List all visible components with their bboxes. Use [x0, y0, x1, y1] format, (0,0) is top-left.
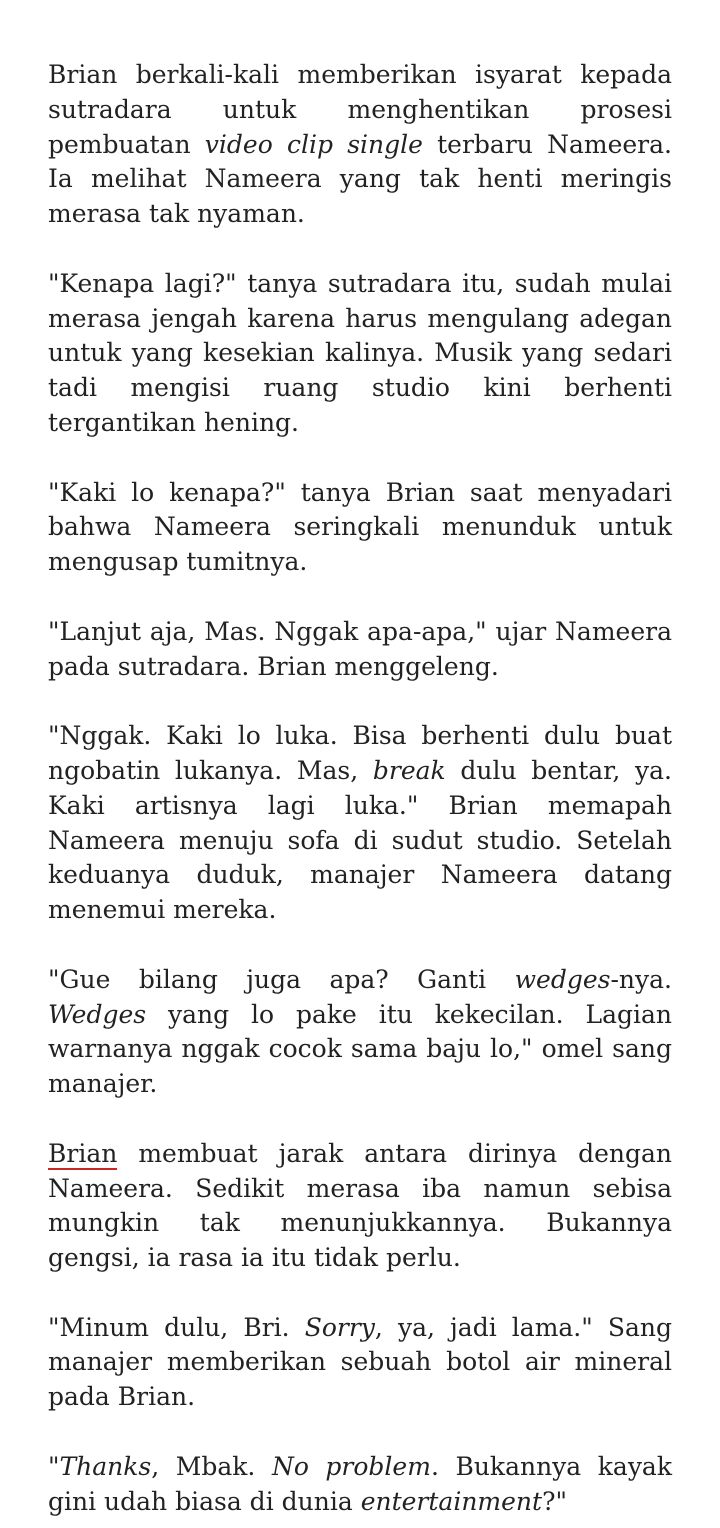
italic-phrase: break [372, 755, 446, 785]
story-text [48, 58, 672, 1519]
italic-phrase: No problem [271, 1451, 431, 1481]
text-run: "Gue bilang juga apa? Ganti [48, 964, 515, 994]
italic-phrase: Wedges [48, 999, 147, 1029]
text-run: . Bukannya kayak gini udah biasa di dunia [48, 1451, 672, 1516]
story-paragraph [48, 1137, 672, 1276]
story-paragraph [48, 963, 672, 1102]
story-paragraph [48, 476, 672, 580]
text-run: -nya. [610, 964, 672, 994]
story-paragraph [48, 615, 672, 685]
story-paragraph [48, 58, 672, 232]
text-run: "Minum dulu, Bri. [48, 1312, 305, 1342]
text-run: "Kenapa lagi?" tanya sutradara itu, sudah mulai merasa jengah karena harus mengulang adegan untuk yang kesekian kalinya. Musik yang sedari tadi mengisi ruang studio kini berhenti tergantikan hening. [48, 268, 672, 437]
text-run: ?" [542, 1486, 567, 1516]
text-run: , Mbak. [151, 1451, 272, 1481]
character-link[interactable]: Brian [48, 1138, 118, 1168]
text-run: terbaru Nameera. Ia melihat Nameera yang tak henti meringis merasa tak nyaman. [48, 129, 672, 229]
italic-phrase: Thanks [59, 1451, 152, 1481]
italic-phrase: wedges [514, 964, 611, 994]
text-run: Brian berkali-kali memberikan isyarat kepada sutradara untuk menghentikan prosesi pembuatan [48, 60, 672, 159]
text-run: dulu bentar, ya. Kaki artisnya lagi luka." Brian memapah Nameera menuju sofa di sudut studio. Setelah keduanya duduk, manajer Nameera datang menemui mereka. [48, 755, 672, 925]
story-paragraph [48, 1311, 672, 1415]
italic-phrase: entertainment [360, 1486, 543, 1516]
italic-phrase: video clip single [204, 129, 423, 159]
text-run: , ya, jadi lama." Sang manajer memberikan sebuah botol air mineral pada Brian. [48, 1312, 672, 1412]
text-run: membuat jarak antara dirinya dengan Nameera. Sedikit merasa iba namun sebisa mungkin tak menunjukkannya. Bukannya gengsi, ia rasa ia itu tidak perlu. [48, 1138, 672, 1273]
text-run: " [48, 1451, 60, 1481]
text-run: yang lo pake itu kekecilan. Lagian warnanya nggak cocok sama baju lo," omel sang manajer. [48, 999, 672, 1099]
story-paragraph [48, 267, 672, 441]
italic-phrase: Sorry [304, 1312, 375, 1342]
text-run: "Nggak. Kaki lo luka. Bisa berhenti dulu buat ngobatin lukanya. Mas, [48, 721, 672, 785]
story-paragraph [48, 719, 672, 928]
text-run: "Lanjut aja, Mas. Nggak apa-apa," ujar Nameera pada sutradara. Brian menggeleng. [48, 616, 672, 681]
text-run: "Kaki lo kenapa?" tanya Brian saat menyadari bahwa Nameera seringkali menunduk untuk mengusap tumitnya. [48, 477, 672, 577]
story-paragraph [48, 1450, 672, 1520]
